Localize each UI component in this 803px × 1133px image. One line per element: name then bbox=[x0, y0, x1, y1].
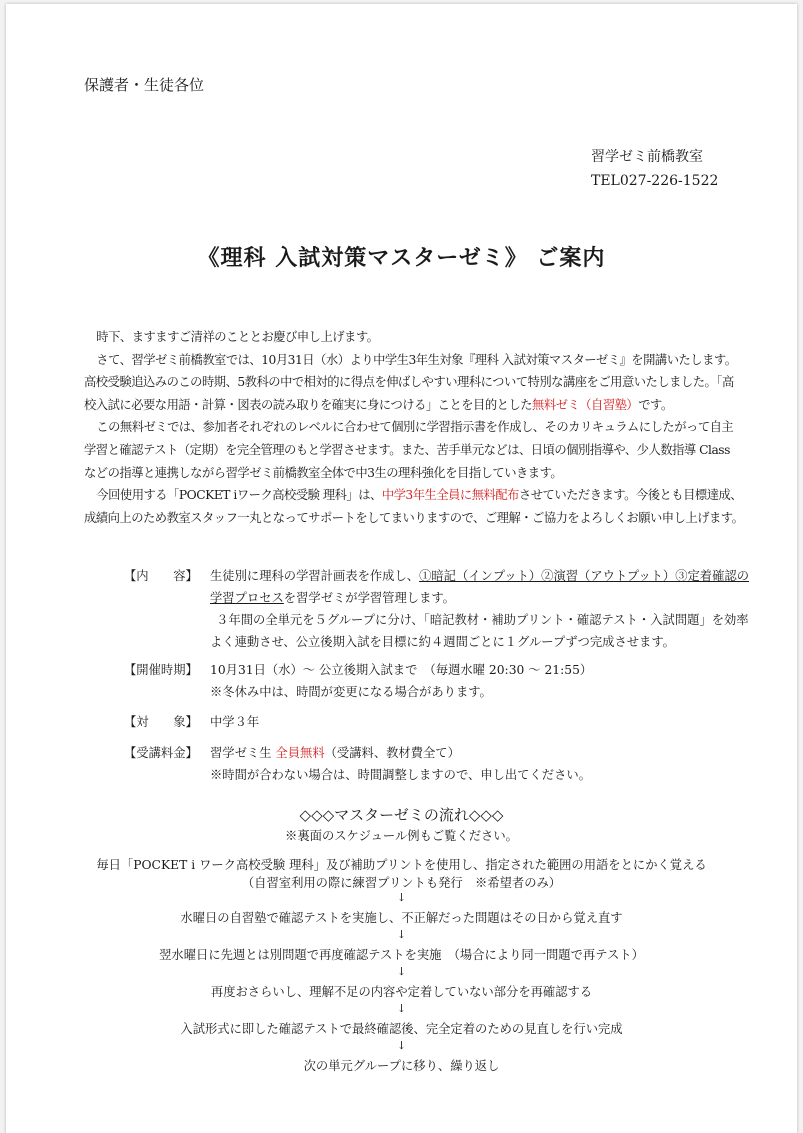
detail-label-period: 【開催時期】 bbox=[124, 663, 198, 677]
free-seminar-highlight: 無料ゼミ（自習塾） bbox=[532, 397, 639, 412]
flow-arrow-icon: ↓ bbox=[396, 1002, 407, 1015]
detail-label-fee: 【受講料金】 bbox=[124, 746, 198, 760]
detail-value-period: 10月31日（水）～ 公立後期入試まで （毎週水曜 20:30 ～ 21:55） ※冬休み中は、時間が変更になる場合があります。 bbox=[210, 663, 593, 699]
flow-arrow-icon: ↓ bbox=[396, 928, 407, 941]
flow-step-6: 次の単元グループに移り、繰り返し bbox=[303, 1059, 500, 1073]
detail-fee bbox=[124, 742, 744, 786]
addressee: 保護者・生徒各位 bbox=[84, 76, 205, 94]
flow-title: ◇◇◇マスターゼミの流れ◇◇◇ bbox=[299, 806, 504, 824]
flow-step-4: 再度おさらいし、理解不足の内容や定着していない部分を再確認する bbox=[210, 985, 593, 999]
free-distribution-highlight: 中学3年生全員に無料配布 bbox=[381, 488, 519, 503]
flow-arrow-icon: ↓ bbox=[396, 965, 407, 978]
learning-process-underlined: ①暗記（インプット）②演習（アウトプット）③定着確認の学習プロセス bbox=[210, 569, 749, 605]
detail-value-content: 生徒別に理科の学習計画表を作成し、①暗記（インプット）②演習（アウトプット）③定着確認の学習プロセスを習学ゼミが学習管理します。 ３年間の全単元を５グループに分け、「暗記教材・補助プリント・確認テスト・入試問題」を効率よく連動させ、公立後期入試を目標に約４週間ごとに１グループずつ完成させます。 bbox=[210, 569, 749, 649]
sender-tel: TEL027-226-1522 bbox=[591, 173, 719, 189]
document-title: 《理科 入試対策マスターゼミ》 ご案内 bbox=[197, 245, 606, 271]
detail-period bbox=[124, 659, 744, 703]
sender-org: 習学ゼミ前橋教室 bbox=[591, 149, 703, 165]
detail-content bbox=[124, 565, 749, 655]
body-text bbox=[84, 326, 744, 529]
detail-label-content: 【内 容】 bbox=[124, 569, 198, 583]
flow-step-2: 水曜日の自習塾で確認テストを実施し、不正解だった問題はその日から覚え直す bbox=[180, 911, 623, 925]
flow-step-5: 入試形式に即した確認テストで最終確認後、完全定着のための見直しを行い完成 bbox=[180, 1022, 623, 1036]
paragraph-intro: さて、習学ゼミ前橋教室では、10月31日（水）より中学生3年生対象『理科 入試対策マスターゼミ』を開講いたします。高校受験追込みのこの時期、5教科の中で相対的に得点を伸ばしやすい理科について特別な講座をご用意いたしました。「高校入試に必要な用語・計算・図表の読み取りを確実に身につける」ことを目的とした無料ゼミ（自習塾）です。 bbox=[84, 352, 737, 412]
sender-block bbox=[591, 145, 718, 193]
flow-note: ※裏面のスケジュール例もご覧ください。 bbox=[285, 829, 518, 843]
paragraph-method: この無料ゼミでは、参加者それぞれのレベルに合わせて個別に学習指示書を作成し、そのカリキュラムにしたがって自主学習と確認テスト（定期）を完全管理のもと学習させます。また、苦手単元などは、日頃の個別指導や、少人数指導 Class などの指導と連携しながら習学ゼミ前橋教室全体で中3生の理科強化を目指していきます。 bbox=[84, 420, 734, 480]
detail-value-fee: 習学ゼミ生 全員無料（受講料、教材費全て） ※時間が合わない場合は、時間調整しますので、申し出てください。 bbox=[210, 746, 591, 782]
fee-free-highlight: 全員無料 bbox=[275, 746, 325, 760]
flow-step-1: 毎日「POCKET i ワーク高校受験 理科」及び補助プリントを使用し、指定された範囲の用語をとにかく覚える bbox=[96, 858, 707, 872]
detail-label-target: 【対 象】 bbox=[124, 715, 198, 729]
flow-step-1-sub: （自習室利用の際に練習プリントも発行 ※希望者のみ） bbox=[241, 876, 562, 890]
paragraph-greeting: 時下、ますますご清祥のこととお慶び申し上げます。 bbox=[96, 330, 379, 344]
detail-value-target: 中学３年 bbox=[210, 715, 260, 729]
flow-arrow-icon: ↓ bbox=[396, 891, 407, 904]
flow-step-3: 翌水曜日に先週とは別問題で再度確認テストを実施 （場合により同一問題で再テスト） bbox=[159, 948, 644, 962]
flow-section bbox=[6, 804, 797, 1077]
paragraph-textbook: 今回使用する「POCKET iワーク高校受験 理科」は、中学3年生全員に無料配布させていただきます。今後とも目標達成、成績向上のため教室スタッフ一丸となってサポートをしてまいりますので、ご理解・ご協力をよろしくお願い申し上げます。 bbox=[84, 488, 744, 525]
document-page bbox=[6, 4, 797, 1133]
flow-arrow-icon: ↓ bbox=[396, 1039, 407, 1052]
detail-target bbox=[124, 711, 744, 733]
